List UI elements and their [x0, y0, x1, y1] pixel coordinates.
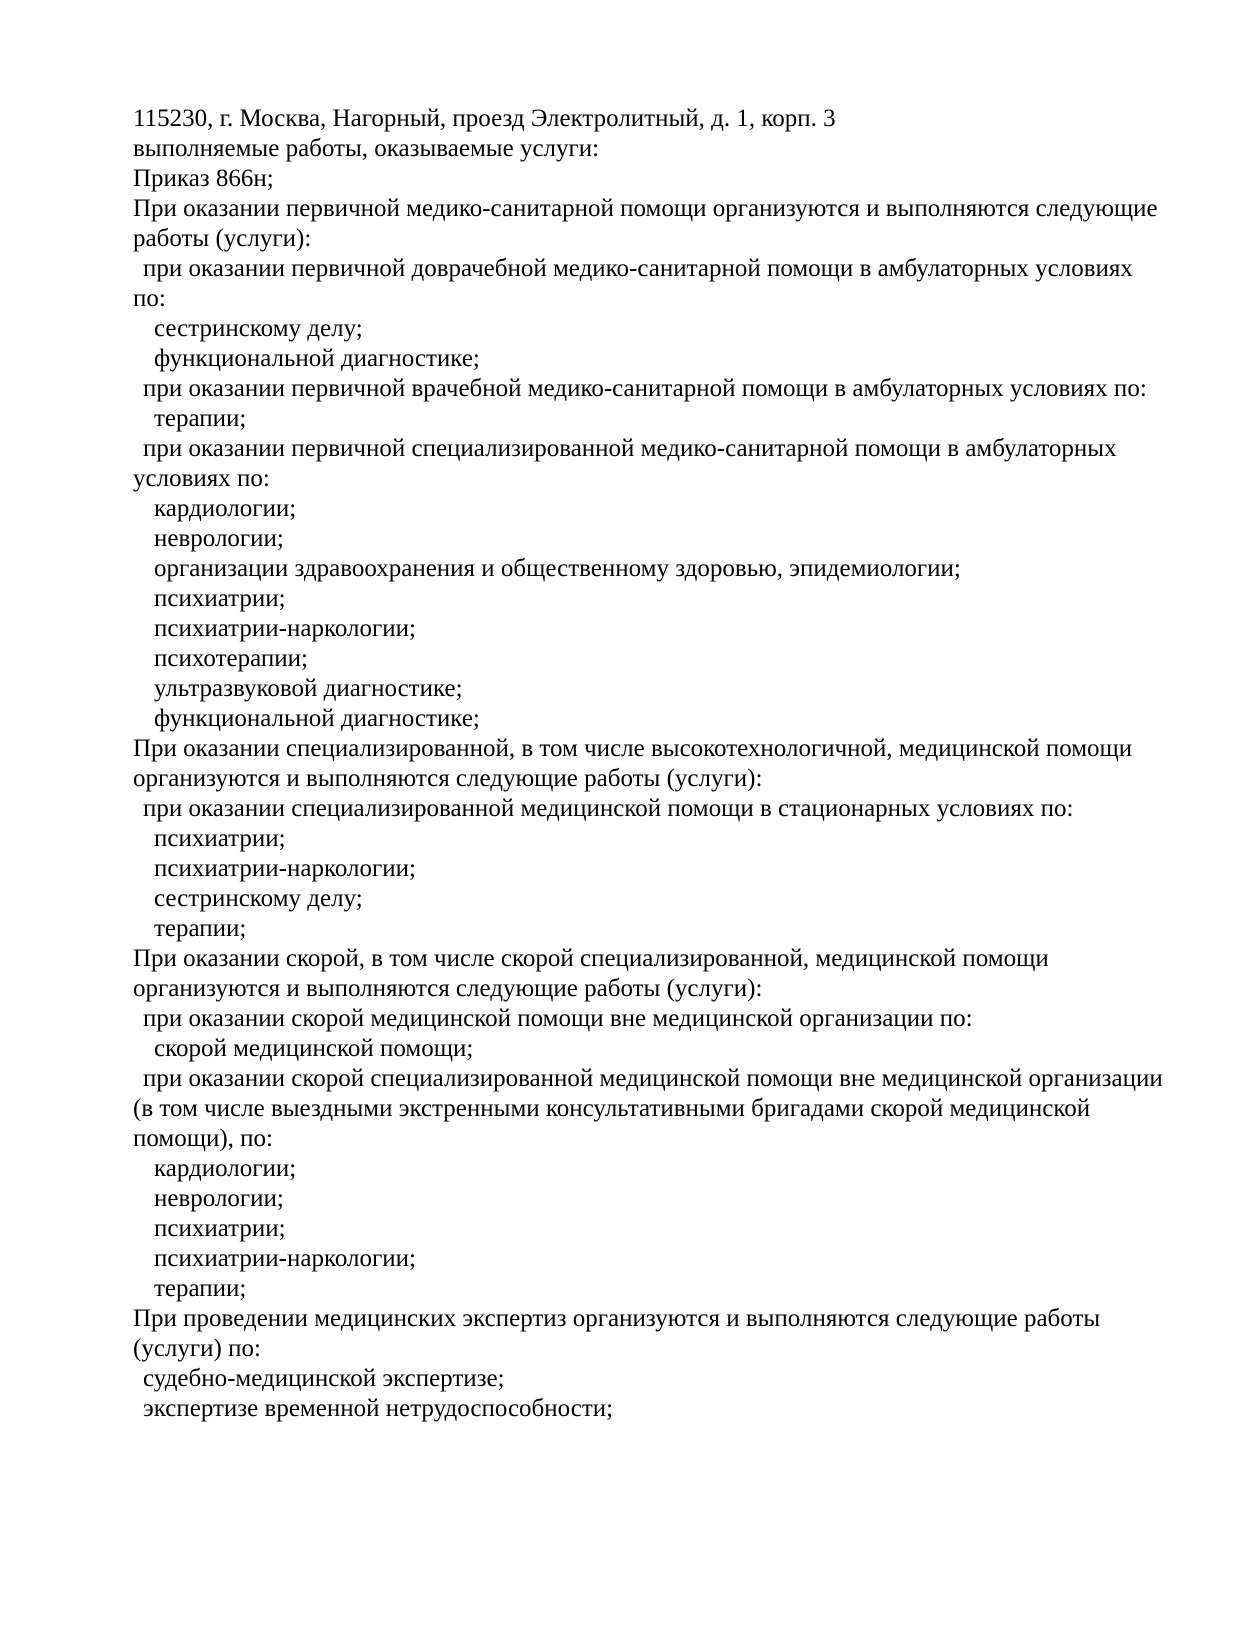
text-line: психиатрии; — [154, 1215, 286, 1242]
text-line: При оказании специализированной, в том числе высокотехнологичной, медицинской помощи — [133, 735, 1133, 762]
text-line: (услуги) по: — [133, 1335, 261, 1362]
text-line: ультразвуковой диагностике; — [154, 675, 463, 702]
text-line: При проведении медицинских экспертиз организуются и выполняются следующие работы — [133, 1305, 1101, 1332]
text-line: При оказании скорой, в том числе скорой специализированной, медицинской помощи — [133, 945, 1049, 972]
text-line: (в том числе выездными экстренными консультативными бригадами скорой медицинской — [133, 1095, 1091, 1122]
text-line: судебно-медицинской экспертизе; — [143, 1365, 505, 1392]
text-line: скорой медицинской помощи; — [154, 1035, 474, 1062]
text-line: неврологии; — [154, 525, 284, 552]
text-line: неврологии; — [154, 1185, 284, 1212]
document-body — [133, 104, 1163, 1424]
text-line: терапии; — [154, 405, 247, 432]
text-line: психиатрии-наркологии; — [154, 615, 416, 642]
text-line: терапии; — [154, 915, 247, 942]
text-line: работы (услуги): — [133, 225, 312, 252]
text-line: условиях по: — [133, 465, 270, 492]
text-line: при оказании специализированной медицинской помощи в стационарных условиях по: — [143, 795, 1074, 822]
text-line: психиатрии-наркологии; — [154, 1245, 416, 1272]
text-line: при оказании скорой медицинской помощи вне медицинской организации по: — [143, 1005, 973, 1032]
text-line: при оказании скорой специализированной медицинской помощи вне медицинской организации — [143, 1065, 1163, 1092]
text-line: кардиологии; — [154, 495, 297, 522]
text-line: психиатрии; — [154, 825, 286, 852]
text-line: Приказ 866н; — [133, 165, 274, 192]
text-line: по: — [133, 285, 166, 312]
text-line: функциональной диагностике; — [154, 345, 480, 372]
text-line: психиатрии-наркологии; — [154, 855, 416, 882]
text-line: организуются и выполняются следующие работы (услуги): — [133, 975, 763, 1002]
text-line: при оказании первичной специализированной медико-санитарной помощи в амбулаторных — [143, 435, 1117, 462]
text-line: терапии; — [154, 1275, 247, 1302]
text-line: кардиологии; — [154, 1155, 297, 1182]
text-line: организуются и выполняются следующие работы (услуги): — [133, 765, 763, 792]
text-line: выполняемые работы, оказываемые услуги: — [133, 135, 600, 162]
text-line: сестринскому делу; — [154, 315, 363, 342]
text-line: при оказании первичной доврачебной медико-санитарной помощи в амбулаторных условиях — [143, 255, 1133, 282]
text-line: функциональной диагностике; — [154, 705, 480, 732]
text-line: психотерапии; — [154, 645, 308, 672]
text-line: сестринскому делу; — [154, 885, 363, 912]
text-line: при оказании первичной врачебной медико-санитарной помощи в амбулаторных условиях по: — [143, 375, 1147, 402]
text-line: психиатрии; — [154, 585, 286, 612]
text-line: При оказании первичной медико-санитарной помощи организуются и выполняются следующие — [133, 195, 1158, 222]
text-line: помощи), по: — [133, 1125, 274, 1152]
text-line: 115230, г. Москва, Нагорный, проезд Электролитный, д. 1, корп. 3 — [133, 105, 836, 132]
text-line: организации здравоохранения и общественному здоровью, эпидемиологии; — [154, 555, 961, 582]
text-line: экспертизе временной нетрудоспособности; — [143, 1395, 614, 1422]
